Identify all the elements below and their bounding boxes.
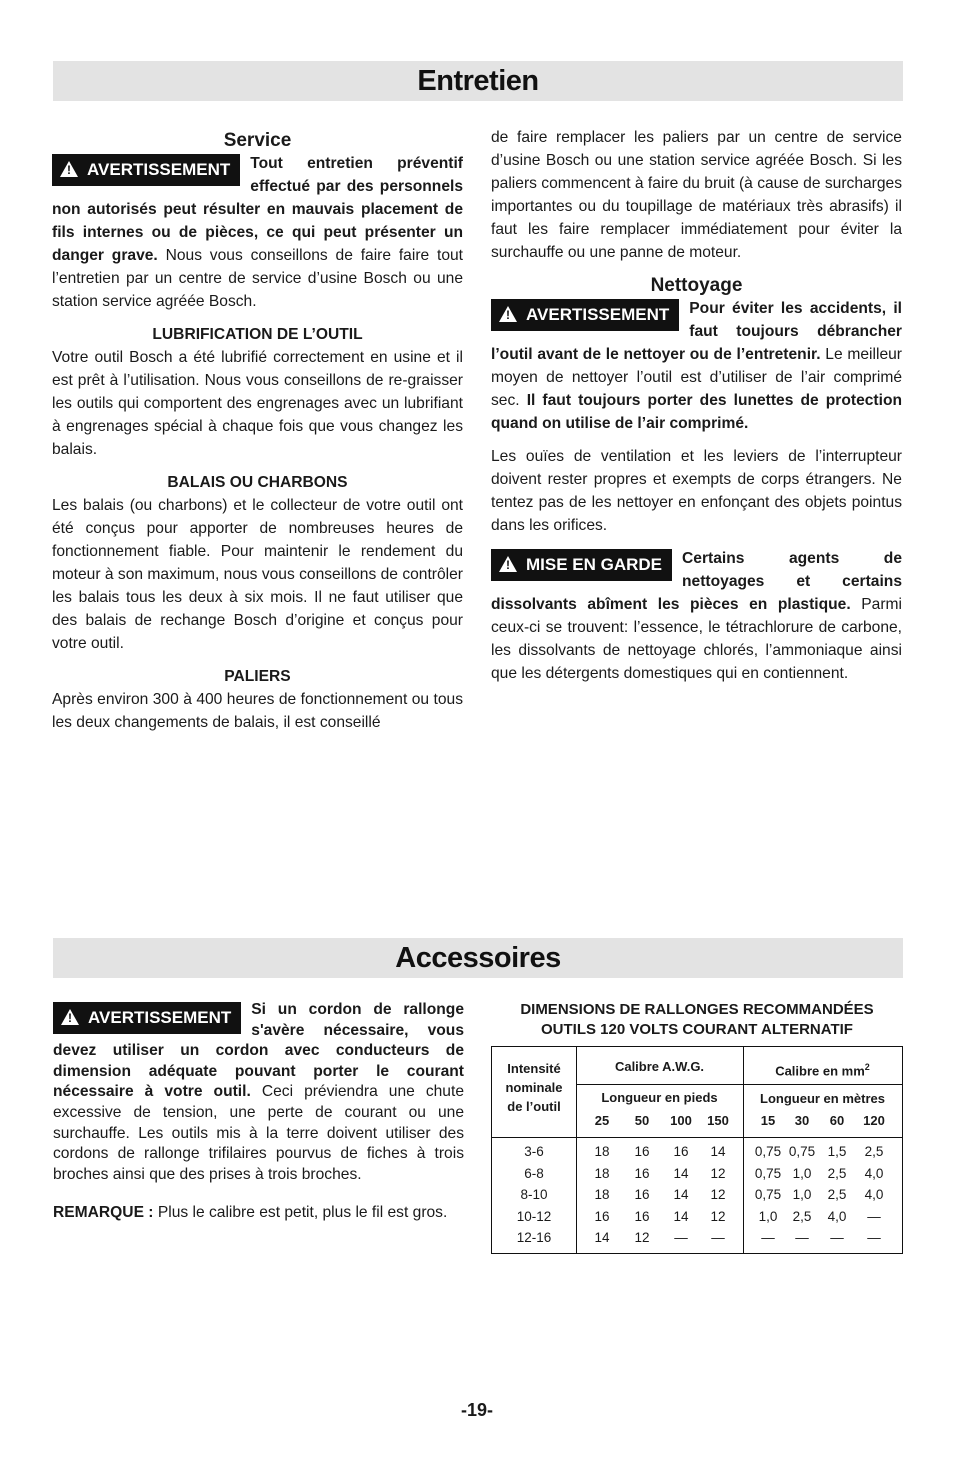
table-title: DIMENSIONS DE RALLONGES RECOMMANDÉES OUTILS 120 VOLTS COURANT ALTERNATIF (520, 1001, 874, 1038)
table-row: 12-16 14 12 — — — — — — (516, 1230, 881, 1245)
extension-cord-table (491, 1046, 903, 1254)
table-row: 10-12 16 16 14 12 1,0 2,5 4,0 — (516, 1208, 881, 1224)
warning-badge: !AVERTISSEMENT (491, 299, 679, 331)
lubrification-text: Votre outil Bosch a été lubrifié correctement en usine et il est prêt à l’utilisation. Nous vous conseillons de re-graisser les outils qui comportent des engrenages avec un lubrifiant à engrenages spécial à chaque fois que vous changez les balais. (52, 349, 463, 458)
meters-header: Longueur en mètres (760, 1091, 885, 1106)
mm-header: Calibre en $mm^2$ (775, 1062, 870, 1079)
service-heading: Service (223, 130, 292, 151)
feet-header: Longueur en pieds (601, 1090, 718, 1105)
section-title-entretien: Entretien (53, 61, 903, 101)
warning-triangle-icon (499, 556, 517, 572)
length-header-row: 25 50 100 150 15 30 60 120 (594, 1113, 885, 1128)
nettoyage-column (491, 126, 902, 685)
amperage-header: Intensité nominale de l’outil (505, 1061, 563, 1114)
table-row: 3-6 18 16 16 14 0,75 0,75 1,5 2,5 (524, 1144, 884, 1159)
service-column (52, 129, 463, 734)
section-title-accessoires: Accessoires (53, 938, 903, 978)
nettoyage-caution: !MISE EN GARDE Certains agents de nettoyages et certains dissolvants abîment les pièces en plastique. Parmi ceux-ci se trouvent: l’essence, le tétrachlorure de carbone, les dissolvants de nettoyage chlorés, l’ammoniaque ainsi que les détergents domestiques qui en contiennent. (491, 547, 902, 685)
ventilation-text: Les ouïes de ventilation et les leviers de l’interrupteur doivent rester propres et exempts de corps étrangers. Ne tentez pas de les nettoyer en enfonçant des objets pointus dans les orifices. (491, 448, 902, 534)
balais-heading: BALAIS OU CHARBONS (167, 474, 348, 491)
warning-badge: !AVERTISSEMENT (53, 1002, 241, 1034)
page-number: -19- (460, 1400, 493, 1420)
accessoires-column (53, 1000, 464, 1224)
paliers-text: Après environ 300 à 400 heures de fonctionnement ou tous les deux changements de balais, il est conseillé (52, 691, 463, 731)
paliers-heading: PALIERS (224, 668, 291, 685)
caution-badge: !MISE EN GARDE (491, 549, 672, 581)
warning-triangle-icon (499, 306, 517, 322)
paliers-text-continued: de faire remplacer les paliers par un centre de service d’usine Bosch ou une station service agréée Bosch. Si les paliers commencent à faire du bruit (à cause de surcharges importantes ou du toupillage de matériaux très abrasifs) il faut les faire remplacer immédiatement pour éviter la surchauffe ou une panne de moteur. (491, 129, 902, 261)
nettoyage-heading: Nettoyage (650, 275, 743, 296)
service-warning: !AVERTISSEMENT Tout entretien préventif effectué par des personnels non autorisés peut résulter en mauvais placement de fils internes ou de pièces, ce qui peut présenter un danger grave. Nous vous conseillons de faire faire tout l’entretien par un centre de service d’usine Bosch ou une station service agréée Bosch. (52, 152, 463, 313)
warning-badge: !AVERTISSEMENT (52, 154, 240, 186)
lubrification-heading: LUBRIFICATION DE L’OUTIL (152, 326, 363, 343)
awg-header: Calibre A.W.G. (614, 1059, 705, 1074)
accessoires-warning: !AVERTISSEMENT Si un cordon de rallonge s'avère nécessaire, vous devez utiliser un cordon avec conducteurs de dimension adéquate pouvant porter le courant nécessaire à votre outil. Ceci préviendra une chute excessive de tension, une perte de courant ou une surchauffe. Les outils mis à la terre doivent utiliser des cordons de rallonge trifilaires pourvus de fiches à trois broches ainsi que des prises à trois broches. (53, 1000, 464, 1185)
nettoyage-warning: !AVERTISSEMENT Pour éviter les accidents, il faut toujours débrancher l’outil avant de le nettoyer ou de l’entretenir. Le meilleur moyen de nettoyer l’outil est d’utiliser de l’air comprimé sec. Il faut toujours porter des lunettes de protection quand on utilise de l’air comprimé. (491, 297, 902, 435)
table-row: 6-8 18 16 14 12 0,75 1,0 2,5 4,0 (524, 1165, 884, 1181)
balais-text: Les balais (ou charbons) et le collecteur de votre outil ont été conçus pour apporter de nombreuses heures de fonctionnement fiable. Pour maintenir le rendement du moteur à son maximum, nous vous conseillons de contrôler les balais tous les deux à six mois. Il ne faut utiliser que des balais de rechange Bosch d’origine et conçus pour votre outil. (52, 497, 463, 652)
warning-triangle-icon (61, 1009, 79, 1025)
remarque-note: REMARQUE : Plus le calibre est petit, plus le fil est gros. (53, 1204, 448, 1222)
warning-triangle-icon (60, 161, 78, 177)
table-row: 8-10 18 16 14 12 0,75 1,0 2,5 4,0 (520, 1187, 884, 1202)
